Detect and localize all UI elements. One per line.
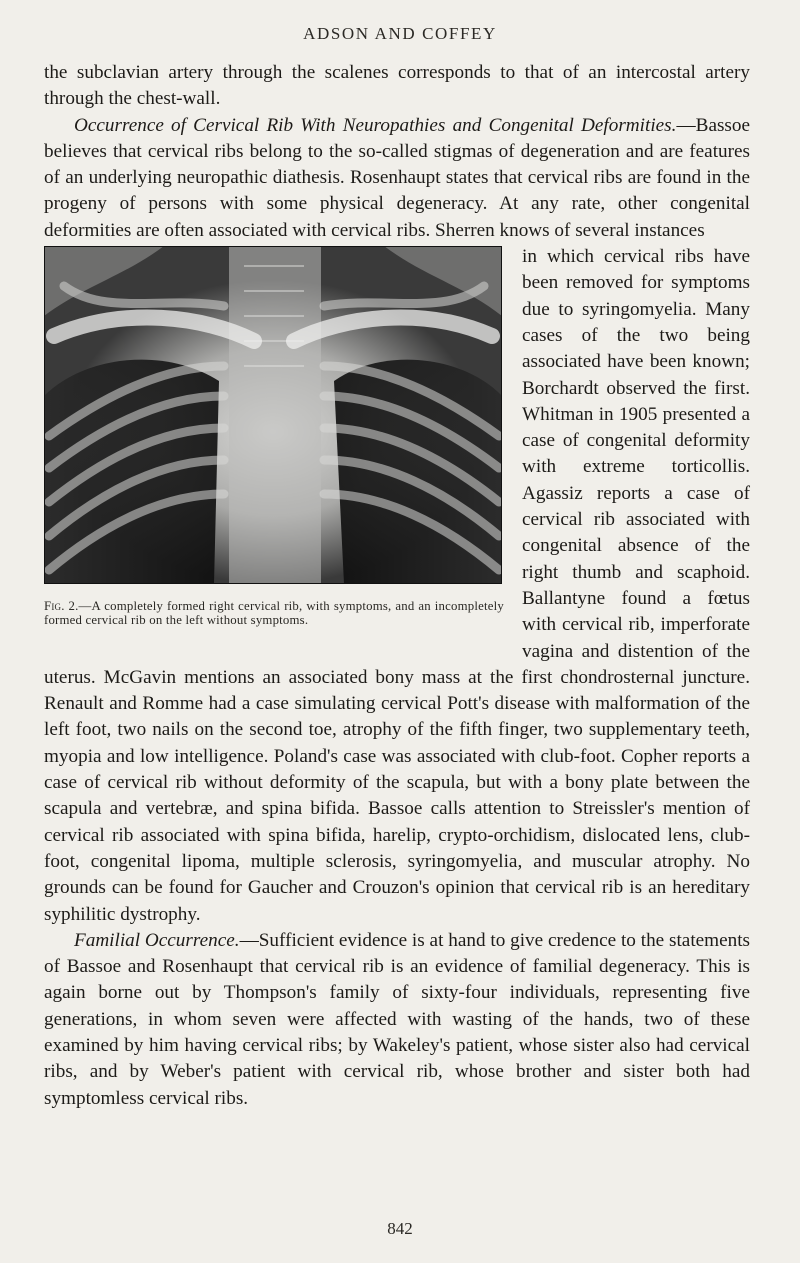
section-heading-neuropathies: Occurrence of Cervical Rib With Neuropathies and Congenital Deformities. — [74, 114, 677, 136]
paragraph-continuation: the subclavian artery through the scalenes corresponds to that of an intercostal artery through the chest-wall. — [44, 62, 750, 110]
chest-xray-image — [44, 246, 502, 584]
neuropathies-text-before-figure: —Bassoe believes that cervical ribs belong to the so-called stigmas of degeneration and are features of an underlying neuropathic diathesis. Rosenhaupt states that cervical ribs are found in the progeny of persons with some physical degeneracy. At any rate, other congenital deformities are often associated with cervical ribs. Sherren knows of several instances — [44, 114, 750, 241]
xray-graphic — [44, 246, 502, 584]
figure-2 — [44, 246, 504, 648]
paragraph-neuropathies-continued: in which cervical ribs have been removed for symptoms due to syringomyelia. Many cases of the two being associated have been known; Borchardt observed the first. Whitman in 1905 presented a case of congenital deformity with extreme torticollis. Agassiz reports a case of cervical rib associated with congenital absence of the right thumb and scaphoid. Ballantyne found a fœtus with cervical rib, imperforate vagina and distention of the uterus. McGavin mentions an associated bony mass at the first chondrosternal juncture. Renault and Romme had a case simulating cervical Pott's disease with malformation of the left foot, two nails on the second toe, atrophy of the fifth finger, two supplementary teeth, myopia and low intelligence. Poland's case was associated with club-foot. Copher reports a case of cervical rib without deformity of the scapula, but with a bony plate between the scapula and vertebræ, and spina bifida. Bassoe calls attention to Streissler's mention of cervical rib associated with spina bifida, harelip, crypto-orchidism, dislocated lens, club-foot, congenital lipoma, multiple sclerosis, syringomyelia, and muscular atrophy. No grounds can be found for Gaucher and Crouzon's opinion that cervical rib is an hereditary syphilitic dystrophy. — [44, 246, 750, 925]
page-number: 842 — [387, 1219, 413, 1238]
section-heading-familial: Familial Occurrence. — [74, 929, 240, 951]
body-text — [44, 60, 750, 1112]
paragraph-familial — [44, 928, 750, 1112]
familial-text: —Sufficient evidence is at hand to give credence to the statements of Bassoe and Rosenhaupt that cervical rib is an evidence of familial degeneracy. This is again borne out by Thompson's family of sixty-four individuals, representing five generations, in whom seven were affected with wasting of the hands, two of these examined by him having cervical ribs; by Wakeley's patient, whose sister also had cervical ribs, and by Weber's patient with cervical rib, whose brother and sister both had symptomless cervical ribs. — [44, 929, 751, 1109]
figure-caption-text: —A completely formed right cervical rib, with symptoms, and an incompletely formed cervical rib on the left without symptoms. — [44, 599, 504, 627]
running-head: ADSON AND COFFEY — [303, 24, 497, 43]
figure-caption — [44, 600, 504, 628]
figure-label: Fig. 2. — [44, 599, 79, 614]
paragraph-neuropathies — [44, 113, 750, 244]
